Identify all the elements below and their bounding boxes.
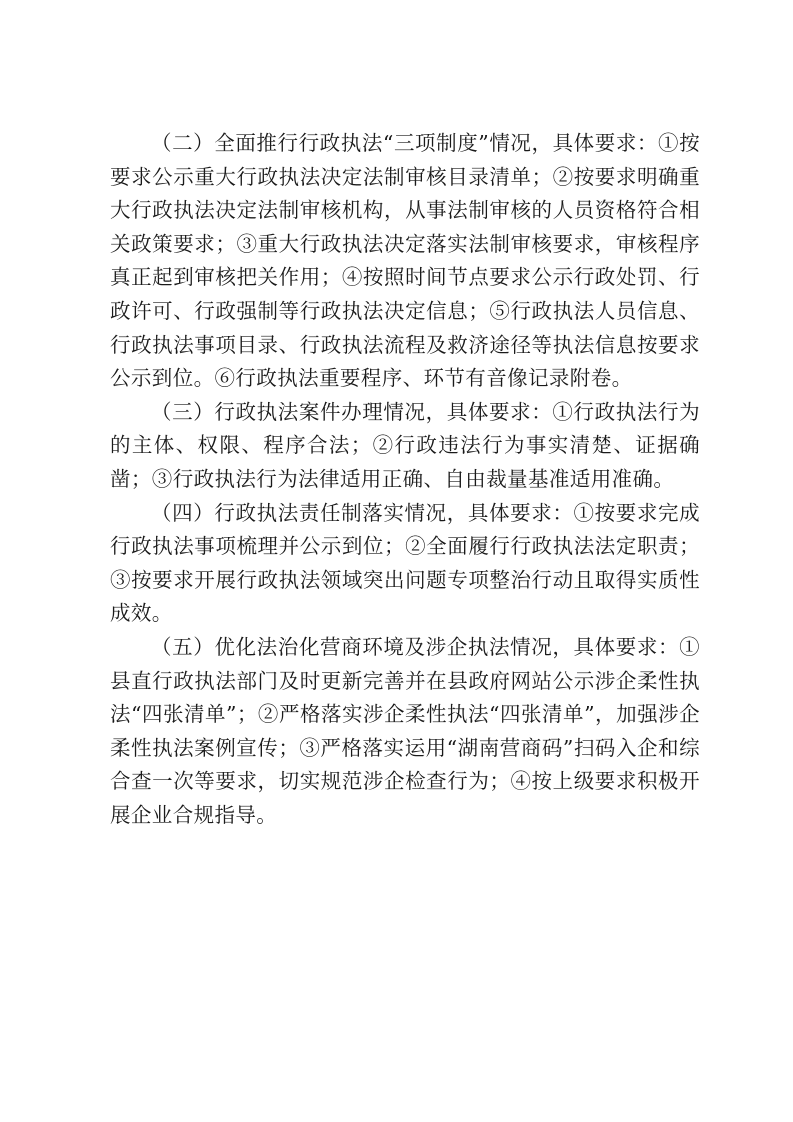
paragraph-section-2: （二）全面推行行政执法“三项制度”情况，具体要求：①按要求公示重大行政执法决定法制审核目录清单；②按要求明确重大行政执法决定法制审核机构，从事法制审核的人员资格符合相关政策要求；③重大行政执法决定落实法制审核要求，审核程序真正起到审核把关作用；④按照时间节点要求公示行政处罚、行政许可、行政强制等行政执法决定信息；⑤行政执法人员信息、行政执法事项目录、行政执法流程及救济途径等执法信息按要求公示到位。⑥行政执法重要程序、环节有音像记录附卷。 (110, 131, 700, 391)
paragraph-section-3: （三）行政执法案件办理情况，具体要求：①行政执法行为的主体、权限、程序合法；②行政违法行为事实清楚、证据确凿；③行政执法行为法律适用正确、自由裁量基准适用准确。 (110, 399, 700, 491)
paragraph-section-5: （五）优化法治化营商环境及涉企执法情况，具体要求：①县直行政执法部门及时更新完善并在县政府网站公示涉企柔性执法“四张清单”；②严格落实涉企柔性执法“四张清单”，加强涉企柔性执法案例宣传；③严格落实运用“湖南营商码”扫码入企和综合查一次等要求，切实规范涉企检查行为；④按上级要求积极开展企业合规指导。 (110, 634, 700, 827)
document-body (110, 127, 700, 832)
paragraph-section-4: （四）行政执法责任制落实情况，具体要求：①按要求完成行政执法事项梳理并公示到位；②全面履行行政执法法定职责；③按要求开展行政执法领域突出问题专项整治行动且取得实质性成效。 (110, 500, 700, 626)
